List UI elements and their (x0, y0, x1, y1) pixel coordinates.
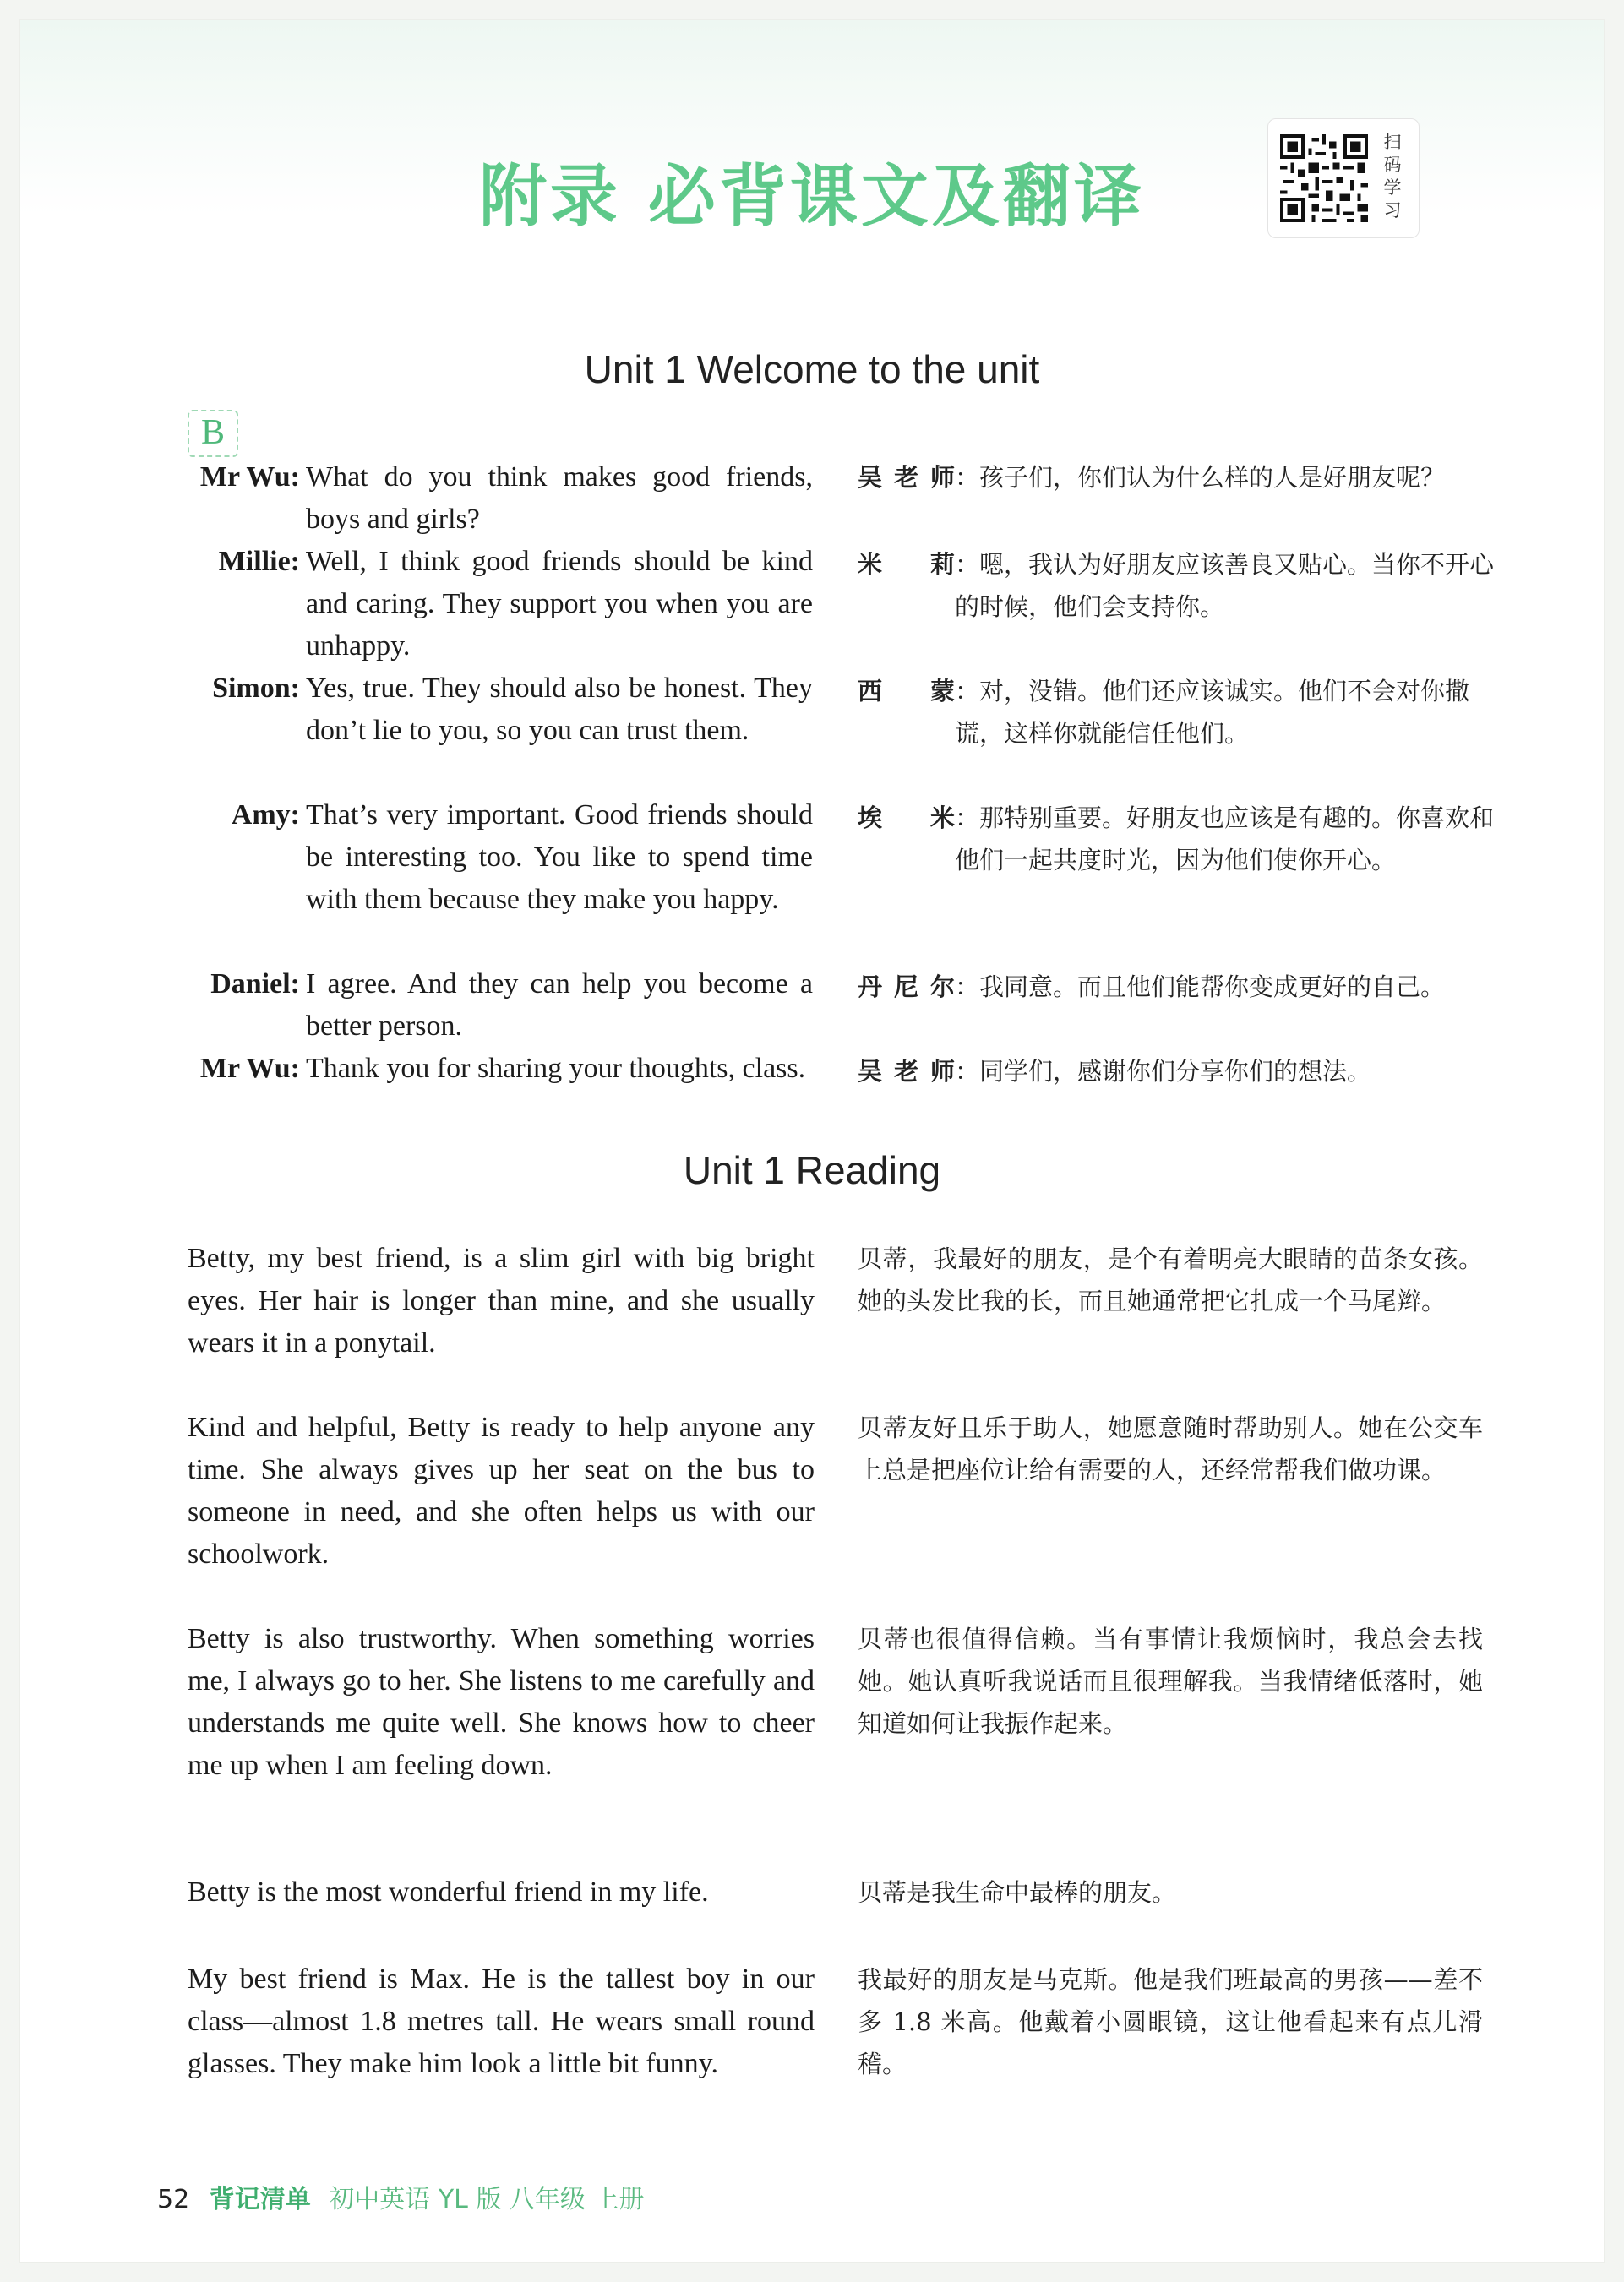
cn-speaker-name: 西蒙 (858, 677, 955, 705)
qr-code-icon[interactable] (1280, 134, 1368, 222)
speaker-line: I agree. And they can help you become a better person. (306, 968, 813, 1042)
cn-speaker-name: 吴老师 (858, 1057, 955, 1086)
page-footer (157, 2178, 644, 2215)
reading-paragraph: My best friend is Max. He is the tallest boy in our class—almost 1.8 metres tall. He wears small round glasses. They make him look a little bit funny. (188, 1963, 815, 2079)
cn-speaker-line: ：嗯，我认为好朋友应该善良又贴心。当你不开心的时候，他们会支持你。 (955, 550, 1495, 621)
cn-speaker-name: 丹尼尔 (858, 972, 955, 1001)
cn-speaker-line: ：那特别重要。好朋友也应该是有趣的。你喜欢和他们一起共度时光，因为他们使你开心。 (955, 803, 1495, 874)
section-title-reading: Unit 1 Reading (683, 1148, 941, 1192)
reading-translation: 贝蒂是我生命中最棒的朋友。 (858, 1878, 1177, 1907)
cn-speaker-line: ：孩子们，你们认为什么样的人是好朋友呢？ (955, 463, 1446, 492)
reading-translation: 贝蒂，我最好的朋友，是个有着明亮大眼睛的苗条女孩。她的头发比我的长，而且她通常把它扎成一个马尾辫。 (858, 1244, 1483, 1315)
footer-subtitle: 初中英语 YL 版 八年级 上册 (329, 2185, 645, 2214)
speaker-line: Yes, true. They should also be honest. They don’t lie to you, so you can trust them. (306, 673, 813, 746)
speaker-line: Well, I think good friends should be kind and caring. They support you when you are unhappy. (306, 546, 813, 662)
reading-paragraph: Betty is also trustworthy. When something worries me, I always go to her. She listens to me carefully and understands me quite well. She knows how to cheer me up when I am feeling down. (188, 1623, 815, 1781)
section-title-welcome: Unit 1 Welcome to the unit (584, 347, 1040, 391)
speaker-name: Daniel: (210, 968, 300, 999)
qr-code-label: 扫 码 学 习 (1383, 132, 1402, 221)
speaker-name: Mr Wu: (199, 461, 300, 493)
speaker-name: Millie: (218, 546, 300, 577)
reading-paragraph: Betty, my best friend, is a slim girl with big bright eyes. Her hair is longer than mine, and she usually wears it in a ponytail. (188, 1243, 815, 1359)
speaker-line: That’s very important. Good friends should be interesting too. You like to spend time with them because they make you happy. (306, 799, 813, 915)
cn-speaker-line: ：对，没错。他们还应该诚实。他们不会对你撒谎，这样你就能信任他们。 (955, 677, 1470, 748)
footer-brand: 背记清单 (209, 2185, 311, 2214)
cn-speaker-name: 吴老师 (858, 463, 955, 492)
reading-paragraph: Kind and helpful, Betty is ready to help anyone any time. She always gives up her seat on the bus to someone in need, and she often helps us with our schoolwork. (188, 1412, 815, 1570)
reading-translation: 我最好的朋友是马克斯。他是我们班最高的男孩——差不多 1.8 米高。他戴着小圆眼镜，这让他看起来有点儿滑稽。 (858, 1965, 1483, 2078)
speaker-name: Simon: (212, 673, 300, 704)
page-title: 附录 必背课文及翻译 (479, 157, 1145, 236)
cn-speaker-line: ：我同意。而且他们能帮你变成更好的自己。 (955, 972, 1446, 1001)
cn-speaker-line: ：同学们，感谢你们分享你们的想法。 (955, 1057, 1372, 1086)
speaker-line: What do you think makes good friends, boys and girls? (306, 461, 813, 535)
reading-paragraph: Betty is the most wonderful friend in my life. (188, 1876, 709, 1908)
qr-code-box[interactable] (1267, 118, 1420, 238)
cn-speaker-name: 埃米 (858, 803, 955, 832)
part-tag: B (188, 410, 238, 457)
cn-speaker-name: 米莉 (858, 550, 955, 579)
speaker-name: Mr Wu: (199, 1053, 300, 1084)
reading-translation: 贝蒂友好且乐于助人，她愿意随时帮助别人。她在公交车上总是把座位让给有需要的人，还经常帮我们做功课。 (858, 1413, 1483, 1484)
speaker-line: Thank you for sharing your thoughts, class. (306, 1053, 806, 1084)
page-number: 52 (157, 2185, 190, 2214)
speaker-name: Amy: (231, 799, 300, 831)
reading-translation: 贝蒂也很值得信赖。当有事情让我烦恼时，我总会去找她。她认真听我说话而且很理解我。当我情绪低落时，她知道如何让我振作起来。 (858, 1625, 1483, 1738)
